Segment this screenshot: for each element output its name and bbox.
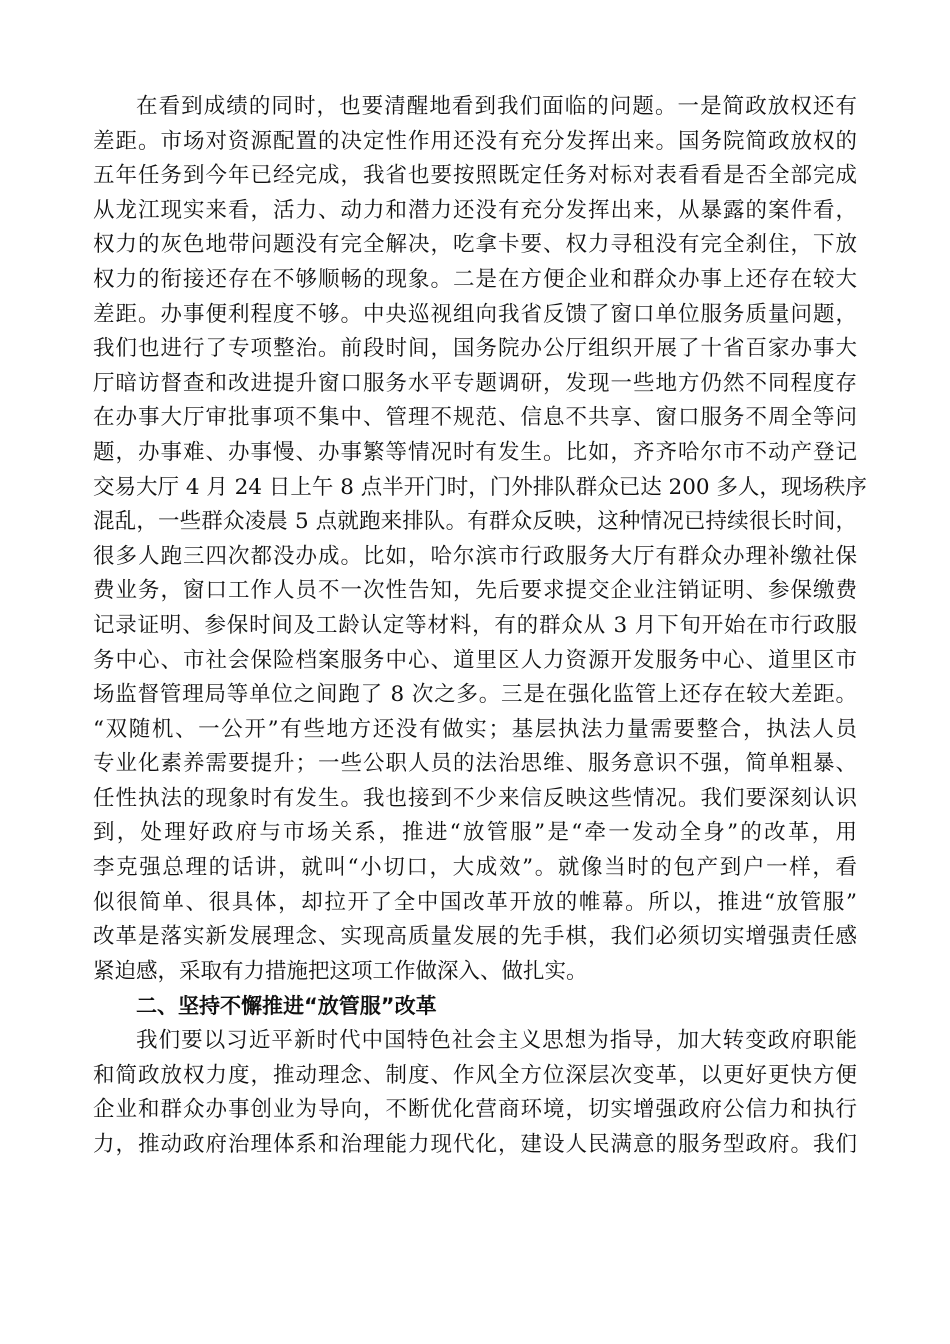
paragraph-line: 在办事大厅审批事项不集中、管理不规范、信息不共享、窗口服务不周全等问 (93, 405, 857, 431)
paragraph-line: 似很简单、很具体，却拉开了全中国改革开放的帷幕。所以，推进“放管服” (93, 889, 857, 915)
paragraph-line: 力，推动政府治理体系和治理能力现代化，建设人民满意的服务型政府。我们 (93, 1131, 857, 1157)
document-body (93, 90, 867, 1162)
paragraph-line: 权力的衔接还存在不够顺畅的现象。二是在方便企业和群众办事上还存在较大 (93, 266, 857, 292)
paragraph-line: 交易大厅 4 月 24 日上午 8 点半开门时，门外排队群众已达 200 多人，现场秩序 (93, 474, 867, 500)
paragraph-line: 混乱，一些群众凌晨 5 点就跑来排队。有群众反映，这种情况已持续很长时间， (93, 509, 857, 535)
paragraph-line: 李克强总理的话讲，就叫“小切口，大成效”。就像当时的包产到户一样，看 (93, 855, 857, 881)
paragraph-line: 任性执法的现象时有发生。我也接到不少来信反映这些情况。我们要深刻认识 (93, 785, 857, 811)
paragraph-line: 改革是落实新发展理念、实现高质量发展的先手棋，我们必须切实增强责任感 (93, 924, 857, 950)
paragraph-line: 专业化素养需要提升；一些公职人员的法治思维、服务意识不强，简单粗暴、 (93, 751, 857, 777)
paragraph-line: 记录证明、参保时间及工龄认定等材料，有的群众从 3 月下旬开始在市行政服 (93, 612, 857, 638)
paragraph-line: 企业和群众办事创业为导向，不断优化营商环境，切实增强政府公信力和执行 (93, 1097, 857, 1123)
paragraph-line: 我们要以习近平新时代中国特色社会主义思想为指导，加大转变政府职能 (136, 1028, 857, 1054)
paragraph-problems (93, 90, 867, 989)
paragraph-line: 五年任务到今年已经完成，我省也要按照既定任务对标对表看看是否全部完成 (93, 163, 857, 189)
paragraph-line: “双随机、一公开”有些地方还没有做实；基层执法力量需要整合，执法人员 (93, 716, 857, 742)
paragraph-line: 到，处理好政府与市场关系，推进“放管服”是“牵一发动全身”的改革，用 (93, 820, 857, 846)
paragraph-reform (93, 1024, 857, 1162)
paragraph-line: 题，办事难、办事慢、办事繁等情况时有发生。比如，齐齐哈尔市不动产登记 (93, 439, 857, 465)
paragraph-line: 权力的灰色地带问题没有完全解决，吃拿卡要、权力寻租没有完全刹住，下放 (93, 232, 857, 258)
paragraph-line: 差距。办事便利程度不够。中央巡视组向我省反馈了窗口单位服务质量问题， (93, 301, 857, 327)
paragraph-line: 很多人跑三四次都没办成。比如，哈尔滨市行政服务大厅有群众办理补缴社保 (93, 543, 857, 569)
section-heading: 二、坚持不懈推进“放管服”改革 (136, 994, 437, 1019)
paragraph-line: 务中心、市社会保险档案服务中心、道里区人力资源开发服务中心、道里区市 (93, 647, 857, 673)
paragraph-line: 场监督管理局等单位之间跑了 8 次之多。三是在强化监管上还存在较大差距。 (93, 682, 857, 708)
paragraph-line: 厅暗访督查和改进提升窗口服务水平专题调研，发现一些地方仍然不同程度存 (93, 370, 857, 396)
paragraph-line: 和简政放权力度，推动理念、制度、作风全方位深层次变革，以更好更快方便 (93, 1062, 857, 1088)
paragraph-line: 从龙江现实来看，活力、动力和潜力还没有充分发挥出来，从暴露的案件看， (93, 197, 857, 223)
paragraph-line: 费业务，窗口工作人员不一次性告知，先后要求提交企业注销证明、参保缴费 (93, 578, 857, 604)
paragraph-line: 差距。市场对资源配置的决定性作用还没有充分发挥出来。国务院简政放权的 (93, 128, 857, 154)
paragraph-line: 紧迫感，采取有力措施把这项工作做深入、做扎实。 (93, 958, 588, 984)
paragraph-line: 我们也进行了专项整治。前段时间，国务院办公厅组织开展了十省百家办事大 (93, 336, 857, 362)
paragraph-line: 在看到成绩的同时，也要清醒地看到我们面临的问题。一是简政放权还有 (136, 94, 857, 119)
